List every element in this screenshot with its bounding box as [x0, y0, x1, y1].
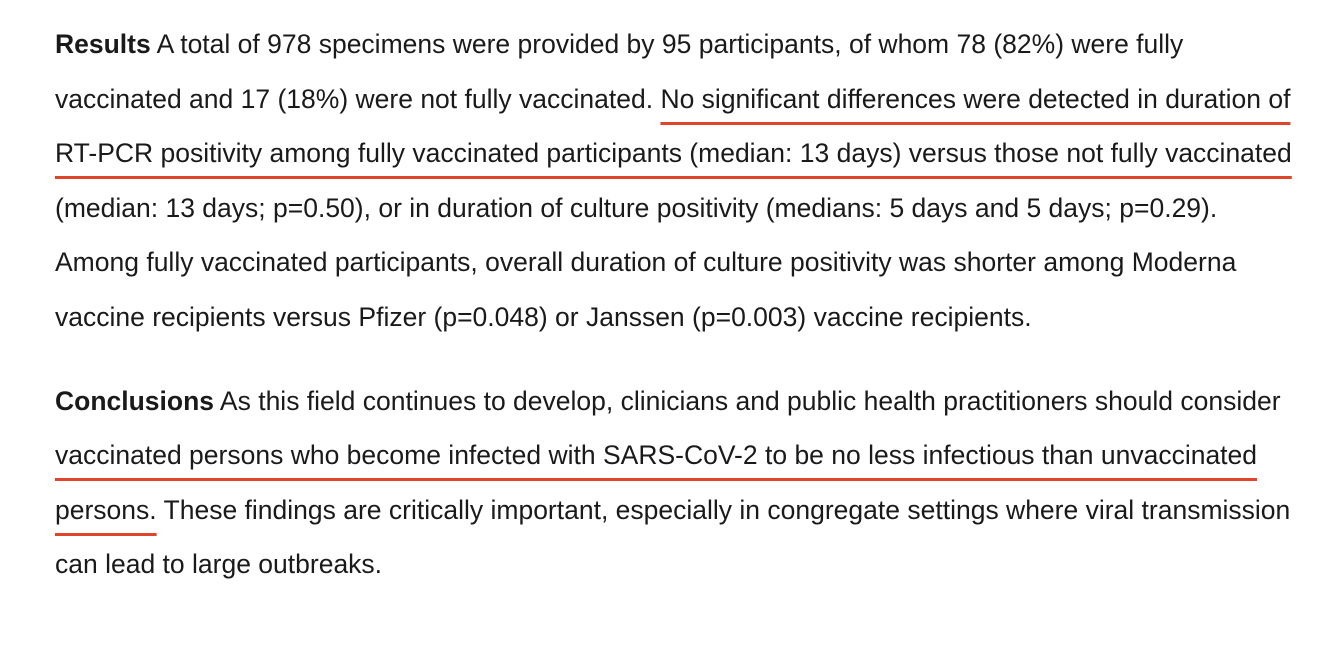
results-text-intro: A total of 978 specimens were provided by 95 participants, of whom 78 (82%) were fully vaccinated and 17 (18%) were not fully vaccinated.: [55, 29, 1184, 114]
results-heading: Results: [55, 29, 151, 59]
results-underlined-finding: No significant differences were detected in duration of RT-PCR positivity among fully vaccinated participants (median: 13 days) versus those not fully vaccinated: [55, 83, 1292, 169]
conclusions-text-rest: These findings are critically important, especially in congregate settings where viral transmission can lead to large outbreaks.: [55, 494, 1291, 580]
conclusions-paragraph: [55, 374, 1305, 592]
conclusions-underlined-finding: vaccinated persons who become infected with SARS-CoV-2 to be no less infectious than unvaccinated persons.: [55, 440, 1258, 525]
conclusions-text-intro: As this field continues to develop, clinicians and public health practitioners should consider: [214, 385, 1281, 416]
results-text-rest: (median: 13 days; p=0.50), or in duration of culture positivity (medians: 5 days and 5 days; p=0.29). Among fully vaccinated participants, overall duration of culture positivity was shorter among Moderna vaccine recipients versus Pfizer (p=0.048) or Janssen (p=0.003) vaccine recipients.: [55, 192, 1237, 332]
results-paragraph: [55, 17, 1305, 345]
abstract-excerpt: [55, 17, 1305, 592]
conclusions-heading: Conclusions: [55, 385, 215, 416]
